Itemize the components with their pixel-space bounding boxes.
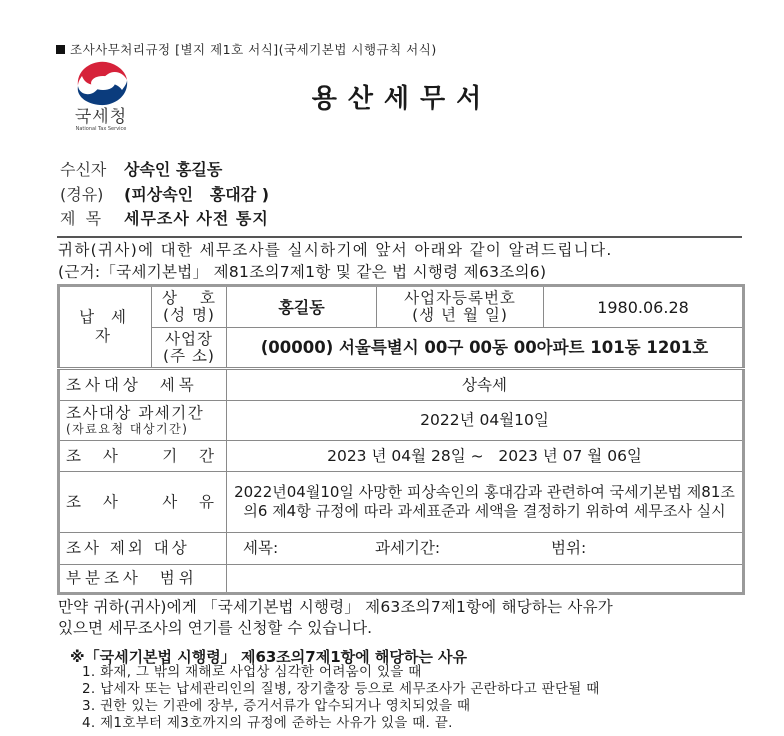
taxpayer-label: 납 세 자	[59, 286, 152, 369]
tax-period-row	[59, 401, 744, 441]
header-divider	[57, 236, 742, 238]
intro-line-1: 귀하(귀사)에 대한 세무조사를 실시하기에 앞서 아래와 같이 알려드립니다.	[58, 241, 613, 259]
deferral-line-1: 만약 귀하(귀사)에게 「국세기본법 시행령」 제63조의7제1항에 해당하는 사유가	[58, 598, 613, 616]
regno-label-bottom: (생 년 월 일)	[412, 306, 508, 324]
audit-period-label	[59, 441, 227, 472]
regno-label	[377, 286, 544, 328]
partial-audit-label: 부분조사 범위	[59, 565, 227, 594]
exclusion-fields	[227, 533, 744, 565]
intro-line-2: (근거:「국세기본법」 제81조의7제1항 및 같은 법 시행령 제63조의6)	[58, 263, 547, 281]
exclusion-label: 조사 제외 대상	[59, 533, 227, 565]
tax-period-label: 조사대상 과세기간	[66, 404, 205, 422]
taxpayer-name-value: 홍길동	[227, 286, 377, 328]
list-item: 4. 제1호부터 제3호까지의 규정에 준하는 사유가 있을 때. 끝.	[82, 715, 453, 731]
audit-info-table	[57, 284, 745, 595]
audit-period-label-a: 조 사	[66, 446, 122, 465]
deferral-reasons-list	[82, 664, 600, 732]
tax-item-row	[59, 369, 744, 401]
deferral-notice	[58, 597, 748, 639]
via-label: (경유)	[60, 184, 104, 204]
subject-value: 세무조사 사전 통지	[124, 209, 269, 228]
tax-period-note: (자료요청 대상기간)	[66, 422, 189, 436]
audit-period-value: 2023 년 04월 28일 ~ 2023 년 07 월 06일	[227, 441, 744, 472]
regno-label-top: 사업자등록번호	[404, 289, 516, 307]
address-label-bottom: (주 소)	[163, 346, 215, 365]
list-item: 3. 권한 있는 기관에 장부, 증거서류가 압수되거나 영치되었을 때	[82, 698, 471, 714]
tax-item-label: 조사대상 세목	[59, 369, 227, 401]
tax-period-label-cell	[59, 401, 227, 441]
subject-row	[60, 207, 269, 232]
birthdate-value: 1980.06.28	[544, 286, 744, 328]
tax-period-value: 2022년 04월10일	[227, 401, 744, 441]
deferral-line-2: 있으면 세무조사의 연기를 신청할 수 있습니다.	[58, 619, 373, 637]
intro-text	[58, 239, 742, 283]
audit-period-label-b: 기 간	[162, 446, 218, 465]
via-value: (피상속인 홍대감 )	[124, 184, 270, 204]
name-label: 상 호 (성 명)	[152, 286, 227, 328]
audit-reason-row	[59, 472, 744, 533]
taxpayer-name-row	[59, 286, 744, 328]
partial-audit-row	[59, 565, 744, 594]
form-reference-text: 조사사무처리규정 [별지 제1호 서식](국세기본법 시행규칙 서식)	[70, 42, 437, 57]
audit-reason-label-a: 조 사	[66, 492, 122, 511]
audit-reason-label-b: 사 유	[162, 492, 218, 511]
via-row	[60, 183, 269, 208]
audit-period-row	[59, 441, 744, 472]
exclusion-scope: 범위:	[551, 539, 587, 557]
form-reference	[56, 40, 437, 58]
partial-audit-value	[227, 565, 744, 594]
logo-name-kr: 국세청	[74, 107, 128, 127]
recipient-row	[60, 158, 269, 183]
taxpayer-address-row	[59, 328, 744, 369]
office-title: 용산세무서	[311, 84, 493, 114]
exclusion-row	[59, 533, 744, 565]
deferral-reasons-title: ※「국세기본법 시행령」 제63조의7제1항에 해당하는 사유	[70, 648, 468, 666]
exclusion-tax-period: 과세기간:	[375, 539, 441, 557]
audit-reason-label	[59, 472, 227, 533]
recipient-label: 수신자	[60, 160, 107, 179]
name-label-bottom: (성 명)	[163, 306, 215, 324]
square-bullet-icon	[56, 45, 65, 54]
recipient-value: 상속인 홍길동	[124, 160, 223, 179]
address-label-top: 사업장	[165, 329, 213, 348]
address-label	[152, 328, 227, 369]
tax-item-value: 상속세	[227, 369, 744, 401]
document-meta	[60, 158, 269, 232]
list-item: 1. 화재, 그 밖의 재해로 사업상 심각한 어려움이 있을 때	[82, 664, 422, 680]
address-value: (00000) 서울특별시 00구 00동 00아파트 101동 1201호	[227, 328, 744, 369]
exclusion-tax-item: 세목:	[243, 539, 279, 557]
subject-label: 제 목	[60, 209, 102, 228]
logo-name-en: National Tax Service	[75, 126, 127, 132]
audit-reason-value: 2022년04월10일 사망한 피상속인의 홍대감과 관련하여 국세기본법 제81조의6 제4항 규정에 따라 과세표준과 세액을 결정하기 위하여 세무조사 실시	[227, 472, 744, 533]
list-item: 2. 납세자 또는 납세관리인의 질병, 장기출장 등으로 세무조사가 곤란하다고 판단될 때	[82, 681, 600, 697]
